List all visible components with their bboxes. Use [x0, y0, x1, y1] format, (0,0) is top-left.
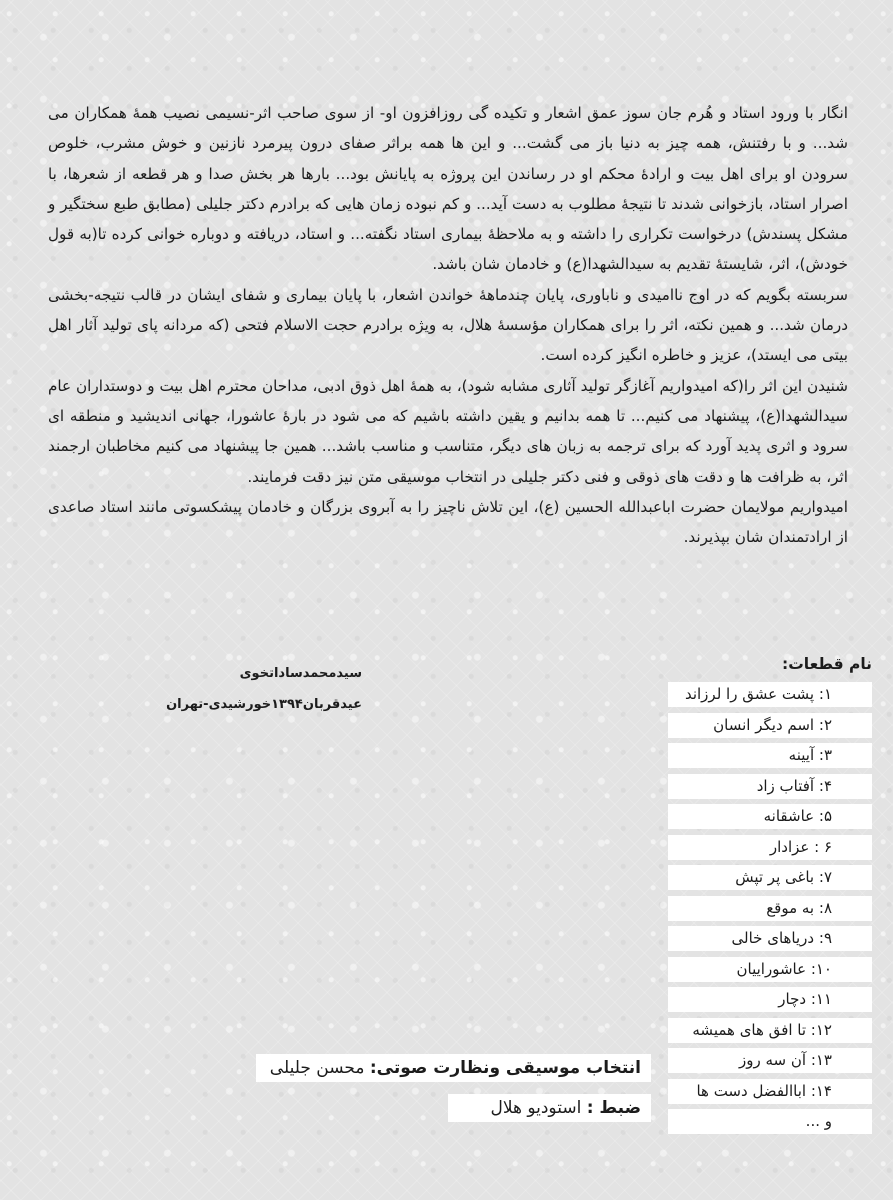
track-item: ۸: به موقع	[668, 896, 872, 921]
track-list	[668, 682, 872, 1140]
track-item: ۹: دریاهای خالی	[668, 926, 872, 951]
track-item: ۵: عاشقانه	[668, 804, 872, 829]
intro-paragraph: امیدواریم مولایمان حضرت اباعبدالله الحسین (ع)، این تلاش ناچیز را به آبروی بزرگان و خادمان پیشکسوتی مانند استاد صاعدی از ارادتمندان شان بپذیرند.	[48, 497, 848, 547]
track-item: ۱: پشت عشق را لرزاند	[668, 682, 872, 707]
intro-paragraph: سربسته بگویم که در اوج ناامیدی و ناباوری، پایان چندماههٔ خواندن اشعار، با پایان بیماری و شفای ایشان در قالب نتیجه-بخشی درمان شد... و همین نکته، اثر را برای همکاران مؤسسهٔ هلال، به ویژه برادرم حجت الاسلام فتحی (که مردانه پای تولید آثار اهل بیتی می ایستد)، عزیز و خاطره انگیز کرده است.	[48, 285, 848, 365]
track-item: ۷: باغی پر تپش	[668, 865, 872, 890]
track-item: ۶ : عزادار	[668, 835, 872, 860]
track-item: ۱۴: اباالفضل دست ها	[668, 1079, 872, 1104]
recording-credit	[448, 1094, 651, 1122]
track-item: ۲: اسم دیگر انسان	[668, 713, 872, 738]
intro-paragraph: انگار با ورود استاد و هُرم جان سوز عمق اشعار و تکیده گی روزافزون او- از سوی صاحب اثر-نسیمی نصیب همهٔ همکاران می شد... و با رفتنش، همه چیز به دنیا باز می گشت... و این ها همه براثر صفای درون پیرمرد نازنین و خوش مشرب، خلوص سرودن او برای اهل بیت و ارادهٔ محکم او در رساندن این پروژه به پایانش بود... بارها هر بخش صدا و هر قطعه از شعرها، با اصرار استاد، بازخوانی شدند تا نتیجهٔ مطلوب به دست آید... و کم نبوده زمان هایی که برادرم دکتر جلیلی (مطابق طبع سختگیر و مشکل پسندش) درخواست تکراری را داشته و به ملاحظهٔ بیماری استاد نگفته... و استاد، دریافته و دوباره خوانی کرده تا(به قول خودش)، اثر، شایستهٔ تقدیم به سیدالشهدا(ع) و خادمان شان باشد.	[48, 104, 848, 274]
signature-name: سیدمحمدساداتخوی	[239, 666, 362, 681]
recording-credit-label: ضبط :	[586, 1098, 641, 1118]
track-item: ۳: آیینه	[668, 743, 872, 768]
signature-date: عیدقربان۱۳۹۴خورشیدی-تهران	[166, 697, 362, 712]
track-item: ۱۱: دچار	[668, 987, 872, 1012]
music-credit-label: انتخاب موسیقی ونظارت صوتی:	[369, 1058, 641, 1078]
intro-paragraph: شنیدن این اثر را(که امیدواریم آغازگر تولید آثاری مشابه شود)، به همهٔ اهل ذوق ادبی، مداحان محترم اهل بیت و دوستداران عام سیدالشهدا(ع)، پیشنهاد می کنیم... تا همه بدانیم و یقین داشته باشیم که می شود در بارهٔ عاشورا، جهانی اندیشید و منطقه ای سرود و اثری پدید آورد که برای ترجمه به زبان های دیگر، متناسب و مناسب باشد... همین جا پیشنهاد می کنیم مخاطبان ارجمند اثر، به ظرافت ها و دقت های ذوقی و فنی دکتر جلیلی در انتخاب موسیقی متن نیز دقت فرمایند.	[48, 376, 848, 486]
track-list-title: نام قطعات:	[782, 655, 872, 673]
music-credit-value: محسن جلیلی	[269, 1058, 365, 1078]
track-item: ۱۳: آن سه روز	[668, 1048, 872, 1073]
recording-credit-value: استودیو هلال	[490, 1098, 582, 1118]
signature-block	[62, 658, 362, 720]
intro-text	[48, 98, 848, 552]
music-credit	[256, 1054, 651, 1082]
track-item: ۱۰: عاشوراییان	[668, 957, 872, 982]
track-item: و ...	[668, 1109, 872, 1134]
track-item: ۴: آفتاب زاد	[668, 774, 872, 799]
track-item: ۱۲: تا افق های همیشه	[668, 1018, 872, 1043]
